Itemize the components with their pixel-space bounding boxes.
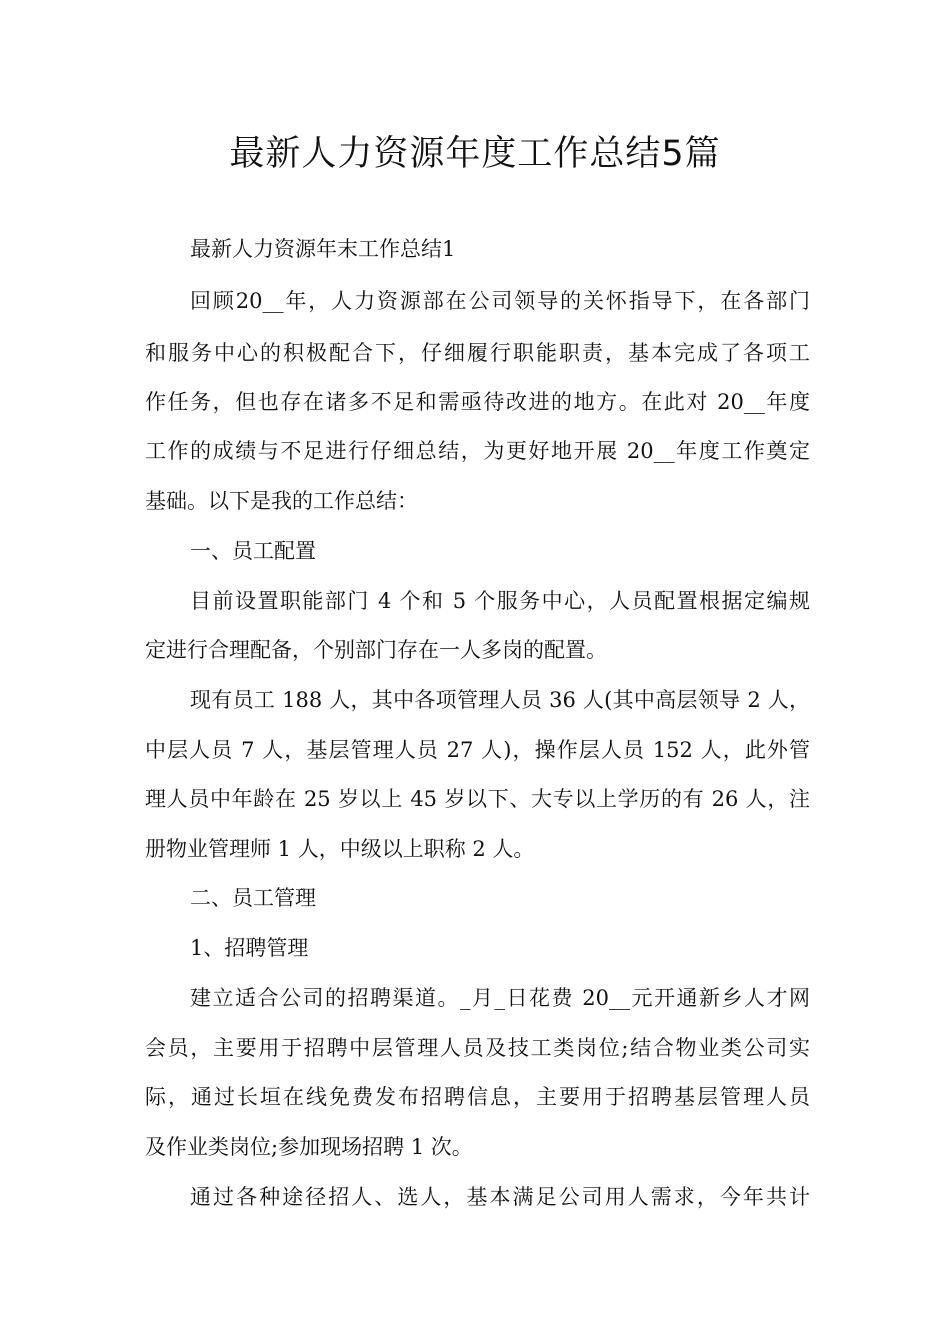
paragraph-line: 现有员工 188 人，其中各项管理人员 36 人(其中高层领导 2 人， [190, 688, 810, 712]
paragraph-line: 基础。以下是我的工作总结： [145, 489, 418, 513]
paragraph-line: 册物业管理师 1 人，中级以上职称 2 人。 [145, 837, 535, 861]
subsection-heading-recruitment: 1、招聘管理 [190, 936, 309, 960]
paragraph-line: 理人员中年龄在 25 岁以上 45 岁以下、大专以上学历的有 26 人，注 [145, 787, 810, 811]
paragraph-line: 工作的成绩与不足进行仔细总结，为更好地开展 20__年度工作奠定 [145, 439, 810, 463]
paragraph-line: 和服务中心的积极配合下，仔细履行职能职责，基本完成了各项工 [145, 341, 810, 365]
section-heading-employee-management: 二、员工管理 [190, 886, 316, 910]
paragraph-line: 回顾20__年，人力资源部在公司领导的关怀指导下，在各部门 [190, 289, 810, 313]
paragraph-line: 会员，主要用于招聘中层管理人员及技工类岗位;结合物业类公司实 [145, 1036, 810, 1060]
paragraph-line: 际，通过长垣在线免费发布招聘信息，主要用于招聘基层管理人员 [145, 1085, 810, 1109]
paragraph-line: 建立适合公司的招聘渠道。_月_日花费 20__元开通新乡人才网 [190, 986, 810, 1010]
document-title: 最新人力资源年度工作总结5篇 [229, 134, 721, 174]
paragraph-line: 中层人员 7 人，基层管理人员 27 人)，操作层人员 152 人，此外管 [145, 738, 810, 762]
paragraph-line: 及作业类岗位;参加现场招聘 1 次。 [145, 1135, 473, 1159]
section-heading-1: 最新人力资源年末工作总结1 [190, 237, 456, 261]
paragraph-line: 定进行合理配备，个别部门存在一人多岗的配置。 [145, 638, 607, 662]
section-heading-employee-config: 一、员工配置 [190, 539, 316, 563]
paragraph-line: 作任务，但也存在诸多不足和需亟待改进的地方。在此对 20__年度 [145, 390, 810, 414]
paragraph-line: 目前设置职能部门 4 个和 5 个服务中心，人员配置根据定编规 [190, 589, 810, 613]
paragraph-line: 通过各种途径招人、选人，基本满足公司用人需求，今年共计 [190, 1185, 810, 1209]
